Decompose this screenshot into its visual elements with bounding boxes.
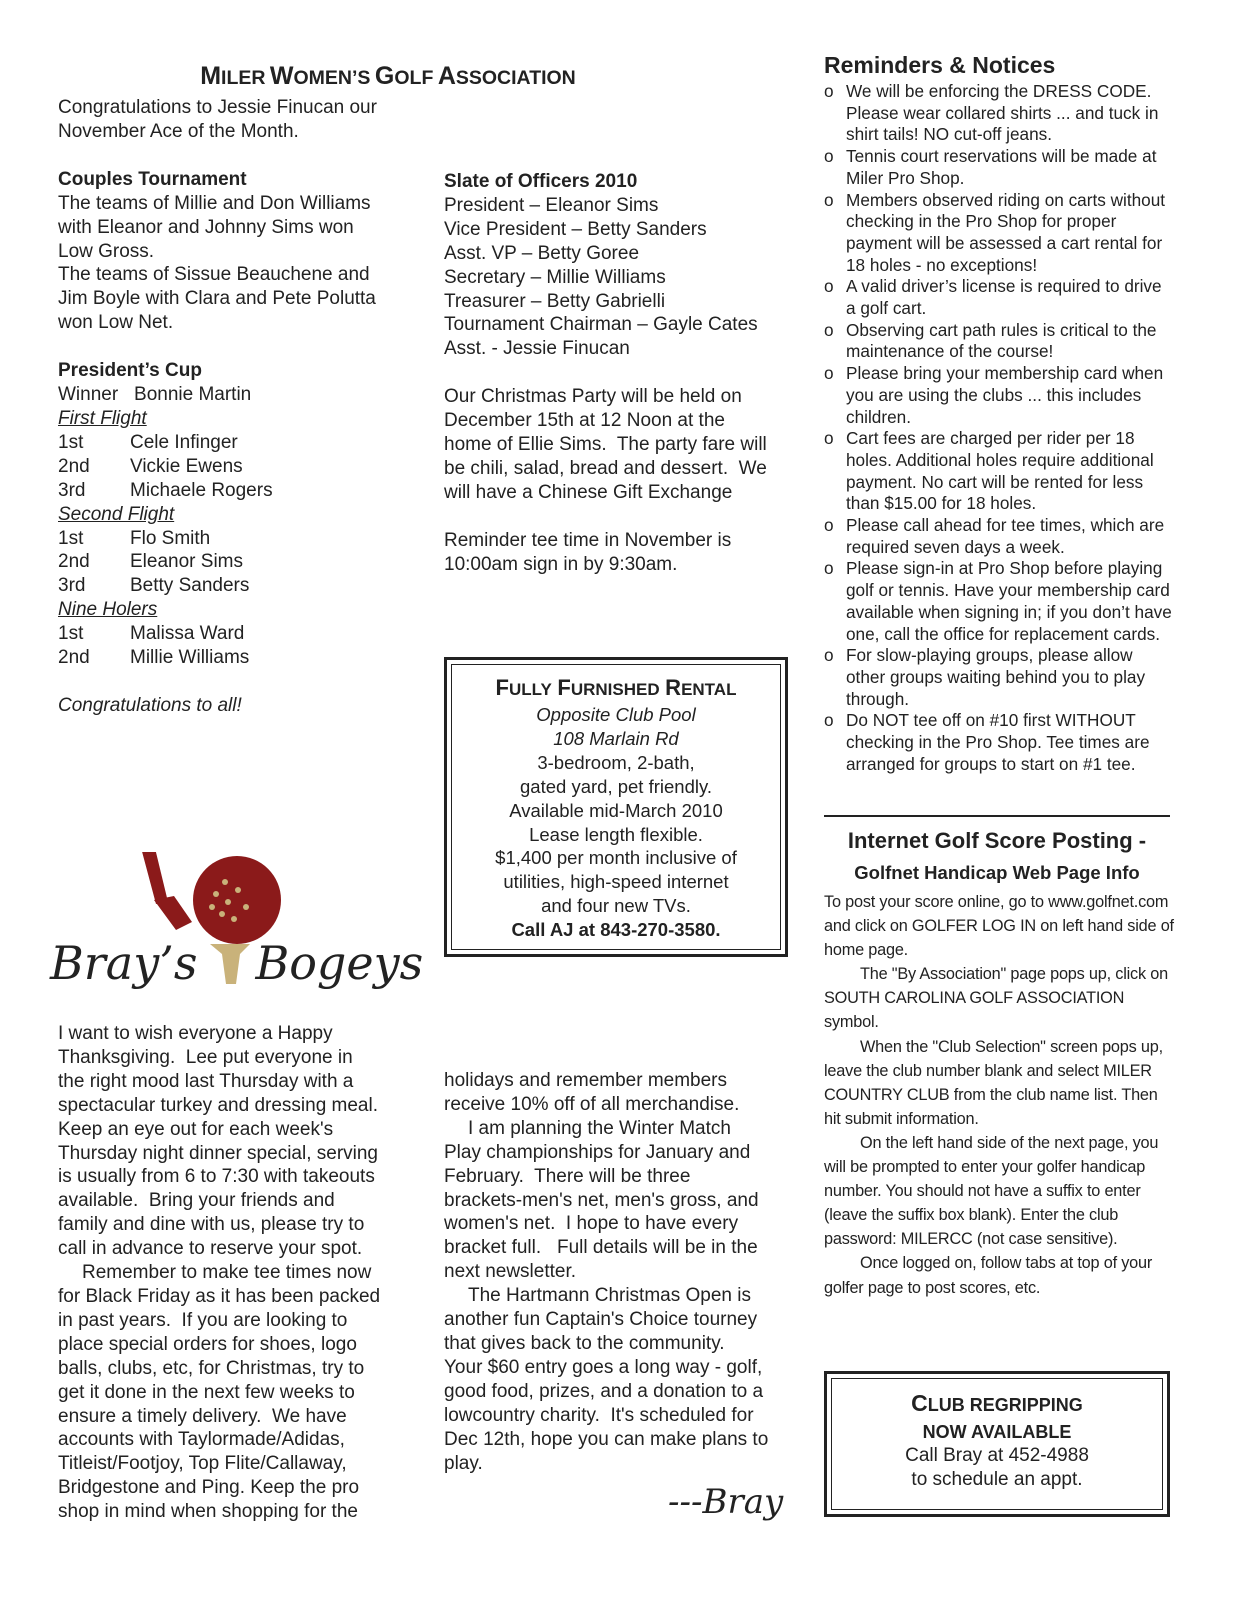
article-line: Thursday night dinner special, serving [58, 1142, 379, 1164]
article-line: Dec 12th, hope you can make plans to [444, 1428, 769, 1450]
presidents-cup-winner: Winner Bonnie Martin [58, 384, 252, 406]
article-line: call in advance to reserve your spot. [58, 1238, 363, 1260]
brays-bogeys-logo [50, 852, 424, 1002]
bray-article-part1 [58, 1022, 410, 1524]
result-row: 3rd Betty Sanders [58, 575, 250, 597]
presidents-cup-heading: President’s Cup [58, 360, 202, 382]
article-line: I want to wish everyone a Happy [58, 1023, 333, 1044]
reminder-item: o Please call ahead for tee times, which are required seven days a week. [824, 515, 1174, 558]
reminders-list [824, 81, 1174, 776]
article-line: ensure a timely delivery. We have [58, 1405, 347, 1427]
reminder-item: o Do NOT tee off on #10 first WITHOUT checking in the Pro Shop. Tee times are arranged for groups to start on #1 tee. [824, 710, 1174, 775]
rental-detail: and four new TVs. [541, 895, 691, 917]
reminder-item: o Members observed riding on carts without checking in the Pro Shop for proper payment will be assessed a cart rental for 18 holes - no exceptions! [824, 190, 1174, 277]
article-line: available. Bring your friends and [58, 1190, 335, 1212]
regripping-available: NOW AVAILABLE [922, 1422, 1072, 1442]
tee-time-reminder: Reminder tee time in November is 10:00am sign in by 9:30am. [444, 529, 732, 575]
nine-holers-label: Nine Holers [58, 599, 158, 621]
article-line: Bridgestone and Ping. Keep the pro [58, 1477, 360, 1499]
article-line: Your $60 entry goes a long way - golf, [444, 1356, 763, 1378]
rental-ad-box [444, 657, 788, 957]
article-line: brackets-men's net, men's gross, and [444, 1189, 759, 1211]
internet-paragraph: Once logged on, follow tabs at top of your golfer page to post scores, etc. [824, 1254, 1153, 1297]
article-line: receive 10% off of all merchandise. [444, 1093, 740, 1115]
officers-list: President – Eleanor Sims Vice President – Betty Sanders Asst. VP – Betty Goree Secretary – Millie Williams Treasurer – Betty Gabrielli Tournament Chairman – Gayle Cates Asst. - Jessie Finucan [444, 194, 758, 360]
internet-posting-subtitle: Golfnet Handicap Web Page Info [854, 862, 1140, 883]
regripping-phone: Call Bray at 452-4988 [905, 1445, 1089, 1466]
article-line: family and dine with us, please try to [58, 1214, 365, 1236]
article-line: spectacular turkey and dressing meal. [58, 1094, 378, 1116]
article-line: play. [444, 1452, 483, 1474]
result-row: 2nd Eleanor Sims [58, 551, 243, 573]
christmas-party-text: Our Christmas Party will be held on December 15th at 12 Noon at the home of Ellie Sims. The party fare will be chili, salad, bread and dessert. We will have a Chinese Gift Exchange [444, 386, 767, 503]
reminders-title: Reminders & Notices [824, 52, 1056, 78]
column-right [824, 52, 1174, 776]
column-left [58, 96, 408, 718]
rental-detail: $1,400 per month inclusive of [495, 847, 737, 869]
regripping-appointment: to schedule an appt. [911, 1469, 1083, 1490]
rental-detail: Lease length flexible. [529, 823, 703, 845]
officers-heading: Slate of Officers 2010 [444, 171, 638, 192]
section-divider [824, 815, 1170, 817]
rental-detail: utilities, high-speed internet [503, 871, 729, 893]
column-middle [444, 170, 794, 577]
reminder-item: o Please sign-in at Pro Shop before playing golf or tennis. Have your membership card available when signing in; if you don’t have one, call the office for replacement cards. [824, 558, 1174, 645]
result-row: 1st Cele Infinger [58, 431, 238, 453]
article-line: shop in mind when shopping for the [58, 1501, 358, 1523]
page-title: MILER WOMEN’S GOLF ASSOCIATION [200, 62, 576, 90]
article-line: February. There will be three [444, 1165, 691, 1187]
congratulations-text: Congratulations to all! [58, 694, 242, 716]
article-line: Play championships for January and [444, 1141, 751, 1163]
rental-detail: Available mid-March 2010 [509, 799, 723, 821]
article-line: bracket full. Full details will be in the [444, 1237, 758, 1259]
article-line: Titleist/Footjoy, Top Flite/Callaway, [58, 1453, 347, 1475]
intro-text: Congratulations to Jessie Finucan our November Ace of the Month. [58, 97, 377, 142]
rental-address: 108 Marlain Rd [553, 727, 679, 749]
article-line: accounts with Taylormade/Adidas, [58, 1429, 345, 1451]
article-line: that gives back to the community. [444, 1332, 725, 1354]
bray-signature: ---Bray [668, 1482, 784, 1522]
article-line: balls, clubs, etc, for Christmas, try to [58, 1357, 365, 1379]
result-row: 1st Flo Smith [58, 527, 211, 549]
article-line: Thanksgiving. Lee put everyone in [58, 1046, 353, 1068]
result-row: 2nd Vickie Ewens [58, 455, 243, 477]
rental-ad-inner [451, 664, 781, 950]
regripping-title: CLUB REGRIPPING [911, 1390, 1083, 1416]
article-line: The Hartmann Christmas Open is [468, 1285, 751, 1307]
reminder-item: o Observing cart path rules is critical to the maintenance of the course! [824, 320, 1174, 363]
article-line: in past years. If you are looking to [58, 1309, 348, 1331]
article-line: get it done in the next few weeks to [58, 1381, 355, 1403]
regripping-ad-box [824, 1371, 1170, 1517]
article-line: good food, prizes, and a donation to a [444, 1380, 764, 1402]
result-row: 1st Malissa Ward [58, 623, 245, 645]
rental-title: FULLY FURNISHED RENTAL [495, 675, 737, 700]
article-line: lowcountry charity. It's scheduled for [444, 1404, 754, 1426]
rental-detail: 3-bedroom, 2-bath, [537, 751, 695, 773]
rental-detail: gated yard, pet friendly. [520, 775, 712, 797]
reminder-item: o A valid driver’s license is required to drive a golf cart. [824, 276, 1174, 319]
result-row: 3rd Michaele Rogers [58, 479, 273, 501]
reminder-item: o We will be enforcing the DRESS CODE. Please wear collared shirts ... and tuck in shirt tails! NO cut-off jeans. [824, 81, 1174, 146]
reminder-item: o Please bring your membership card when you are using the clubs ... this includes children. [824, 363, 1174, 428]
reminder-item: o Cart fees are charged per rider per 18 holes. Additional holes require additional payment. No cart will be rented for less than $15.00 for 18 holes. [824, 428, 1174, 515]
article-line: for Black Friday as it has been packed [58, 1285, 381, 1307]
reminder-item: o For slow-playing groups, please allow other groups waiting behind you to play through. [824, 645, 1174, 710]
result-row: 2nd Millie Williams [58, 647, 250, 669]
internet-posting-body [824, 890, 1174, 1300]
internet-paragraph: To post your score online, go to www.golfnet.com and click on GOLFER LOG IN on left hand side of home page. [824, 893, 1174, 960]
article-line: women's net. I hope to have every [444, 1213, 739, 1235]
article-line: holidays and remember members [444, 1070, 728, 1091]
article-line: another fun Captain's Choice tourney [444, 1309, 758, 1331]
rental-contact: Call AJ at 843-270-3580. [511, 919, 721, 941]
couples-heading: Couples Tournament [58, 168, 247, 190]
reminder-item: o Tennis court reservations will be made at Miler Pro Shop. [824, 146, 1174, 189]
internet-posting-title: Internet Golf Score Posting - [847, 828, 1147, 853]
bray-article-part2 [444, 1069, 796, 1475]
second-flight-label: Second Flight [58, 503, 175, 525]
article-line: I am planning the Winter Match [468, 1117, 731, 1139]
internet-paragraph: On the left hand side of the next page, you will be prompted to enter your golfer handicap number. You should not have a suffix to enter (leave the suffix box blank). Enter the club password: MILERCC (not case sensitive). [824, 1133, 1159, 1249]
article-line: place special orders for shoes, logo [58, 1333, 357, 1355]
internet-paragraph: The "By Association" page pops up, click on SOUTH CAROLINA GOLF ASSOCIATION symbol. [824, 965, 1168, 1032]
logo-wordmark: Bray’s Bogeys [50, 936, 424, 990]
rental-location: Opposite Club Pool [536, 704, 696, 725]
article-line: next newsletter. [444, 1261, 577, 1283]
regripping-ad-inner [831, 1378, 1163, 1510]
article-line: Keep an eye out for each week's [58, 1118, 334, 1140]
article-line: the right mood last Thursday with a [58, 1070, 354, 1092]
article-line: Remember to make tee times now [82, 1262, 372, 1284]
article-line: is usually from 6 to 7:30 with takeouts [58, 1166, 375, 1188]
first-flight-label: First Flight [58, 407, 147, 429]
internet-paragraph: When the "Club Selection" screen pops up, leave the club number blank and select MILER COUNTRY CLUB from the club name list. Then hit submit information. [824, 1037, 1163, 1128]
couples-text: The teams of Millie and Don Williams with Eleanor and Johnny Sims won Low Gross. The teams of Sissue Beauchene and Jim Boyle with Clara and Pete Polutta won Low Net. [58, 192, 376, 334]
